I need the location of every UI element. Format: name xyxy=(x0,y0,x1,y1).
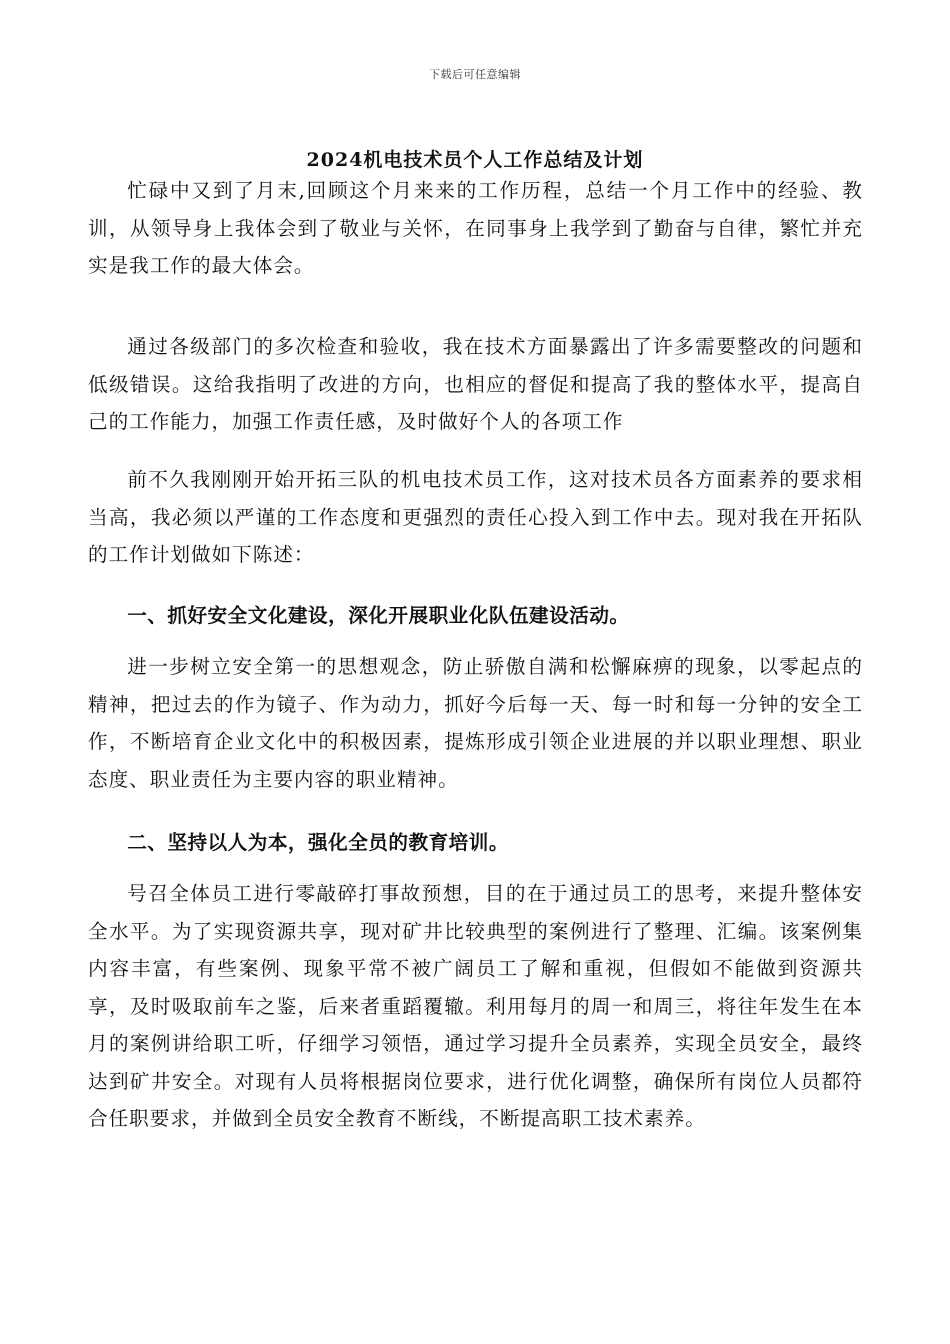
paragraph-text: 进一步树立安全第一的思想观念，防止骄傲自满和松懈麻痹的现象，以零起点的精神，把过去的作为镜子、作为动力，抓好今后每一天、每一时和每一分钟的安全工作，不断培育企业文化中的积极因素，提炼形成引领企业进展的并以职业理想、职业态度、职业责任为主要内容的职业精神。 xyxy=(88,655,863,791)
section-heading-safety-culture xyxy=(88,597,863,635)
header-note: 下载后可任意编辑 xyxy=(429,68,521,81)
paragraph-text: 前不久我刚刚开始开拓三队的机电技术员工作，这对技术员各方面素养的要求相当高，我必须以严谨的工作态度和更强烈的责任心投入到工作中去。现对我在开拓队的工作计划做如下陈述： xyxy=(88,468,863,566)
paragraph-inspection xyxy=(88,328,863,441)
paragraph-plan-intro xyxy=(88,461,863,574)
paragraph-safety-culture xyxy=(88,648,863,798)
document-title: 2024机电技术员个人工作总结及计划 xyxy=(306,149,644,171)
paragraph-text: 通过各级部门的多次检查和验收，我在技术方面暴露出了许多需要整改的问题和低级错误。这给我指明了改进的方向，也相应的督促和提高了我的整体水平，提高自己的工作能力，加强工作责任感，及时做好个人的各项工作 xyxy=(88,335,863,433)
paragraph-text: 忙碌中又到了月末,回顾这个月来来的工作历程，总结一个月工作中的经验、教训，从领导身上我体会到了敬业与关怀，在同事身上我学到了勤奋与自律，繁忙并充实是我工作的最大体会。 xyxy=(88,179,863,277)
section-heading-training xyxy=(88,824,863,862)
heading-text: 二、坚持以人为本，强化全员的教育培训。 xyxy=(127,831,509,854)
paragraph-review xyxy=(88,172,863,285)
paragraph-training xyxy=(88,875,863,1138)
heading-text: 一、抓好安全文化建设，深化开展职业化队伍建设活动。 xyxy=(127,604,630,627)
paragraph-text: 号召全体员工进行零敲碎打事故预想，目的在于通过员工的思考，来提升整体安全水平。为了实现资源共享，现对矿井比较典型的案例进行了整理、汇编。该案例集内容丰富，有些案例、现象平常不被广阔员工了解和重视，但假如不能做到资源共享，及时吸取前车之鉴，后来者重蹈覆辙。利用每月的周一和周三，将往年发生在本月的案例讲给职工听，仔细学习领悟，通过学习提升全员素养，实现全员安全，最终达到矿井安全。对现有人员将根据岗位要求，进行优化调整，确保所有岗位人员都符合任职要求，并做到全员安全教育不断线，不断提高职工技术素养。 xyxy=(88,882,863,1130)
